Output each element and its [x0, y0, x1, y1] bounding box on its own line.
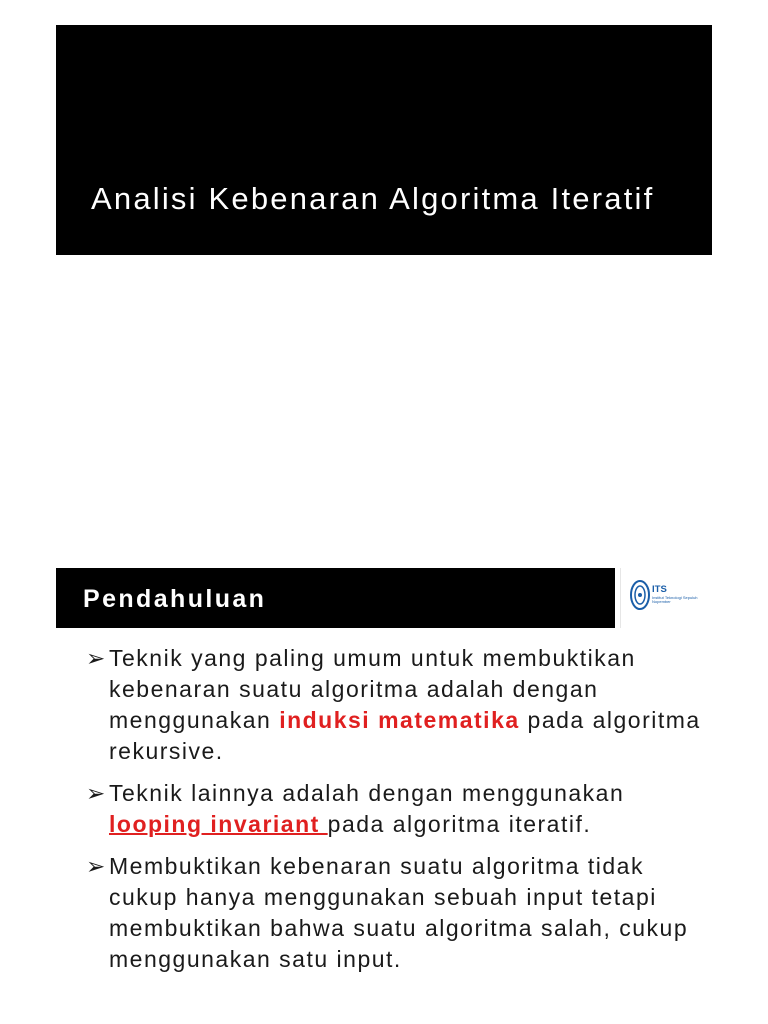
- logo-text: ITS: [652, 584, 667, 595]
- bullet-item: [86, 851, 706, 975]
- arrow-bullet-icon: ➢: [86, 853, 107, 879]
- logo-subtitle: Institut Teknologi Sepuluh Nopember: [652, 595, 698, 605]
- bullet-item: [86, 778, 706, 840]
- its-emblem-icon: [630, 579, 650, 611]
- highlight-term: looping invariant: [109, 811, 328, 837]
- arrow-bullet-icon: ➢: [86, 645, 107, 671]
- arrow-bullet-icon: ➢: [86, 780, 107, 806]
- bullet-text: pada algoritma rekursive.: [109, 707, 701, 764]
- title-slide-banner: [56, 25, 712, 255]
- bullet-text: pada algoritma iteratif.: [327, 811, 592, 837]
- bullet-text: Teknik yang paling umum untuk membuktikan kebenaran suatu algoritma adalah dengan menggunakan: [109, 645, 636, 733]
- bullet-item: [86, 643, 706, 767]
- highlight-term: induksi matematika: [279, 707, 520, 733]
- section-heading: Pendahuluan: [83, 585, 267, 613]
- section-header-bar: [56, 568, 615, 628]
- bullet-text: Teknik lainnya adalah dengan menggunakan: [109, 780, 625, 806]
- slide-title: Analisi Kebenaran Algoritma Iteratif: [91, 181, 655, 216]
- bullet-text: Membuktikan kebenaran suatu algoritma tidak cukup hanya menggunakan sebuah input tetapi membuktikan bahwa suatu algoritma salah, cukup menggunakan satu input.: [109, 853, 689, 972]
- bullet-list: [86, 643, 706, 986]
- its-logo: [620, 568, 715, 628]
